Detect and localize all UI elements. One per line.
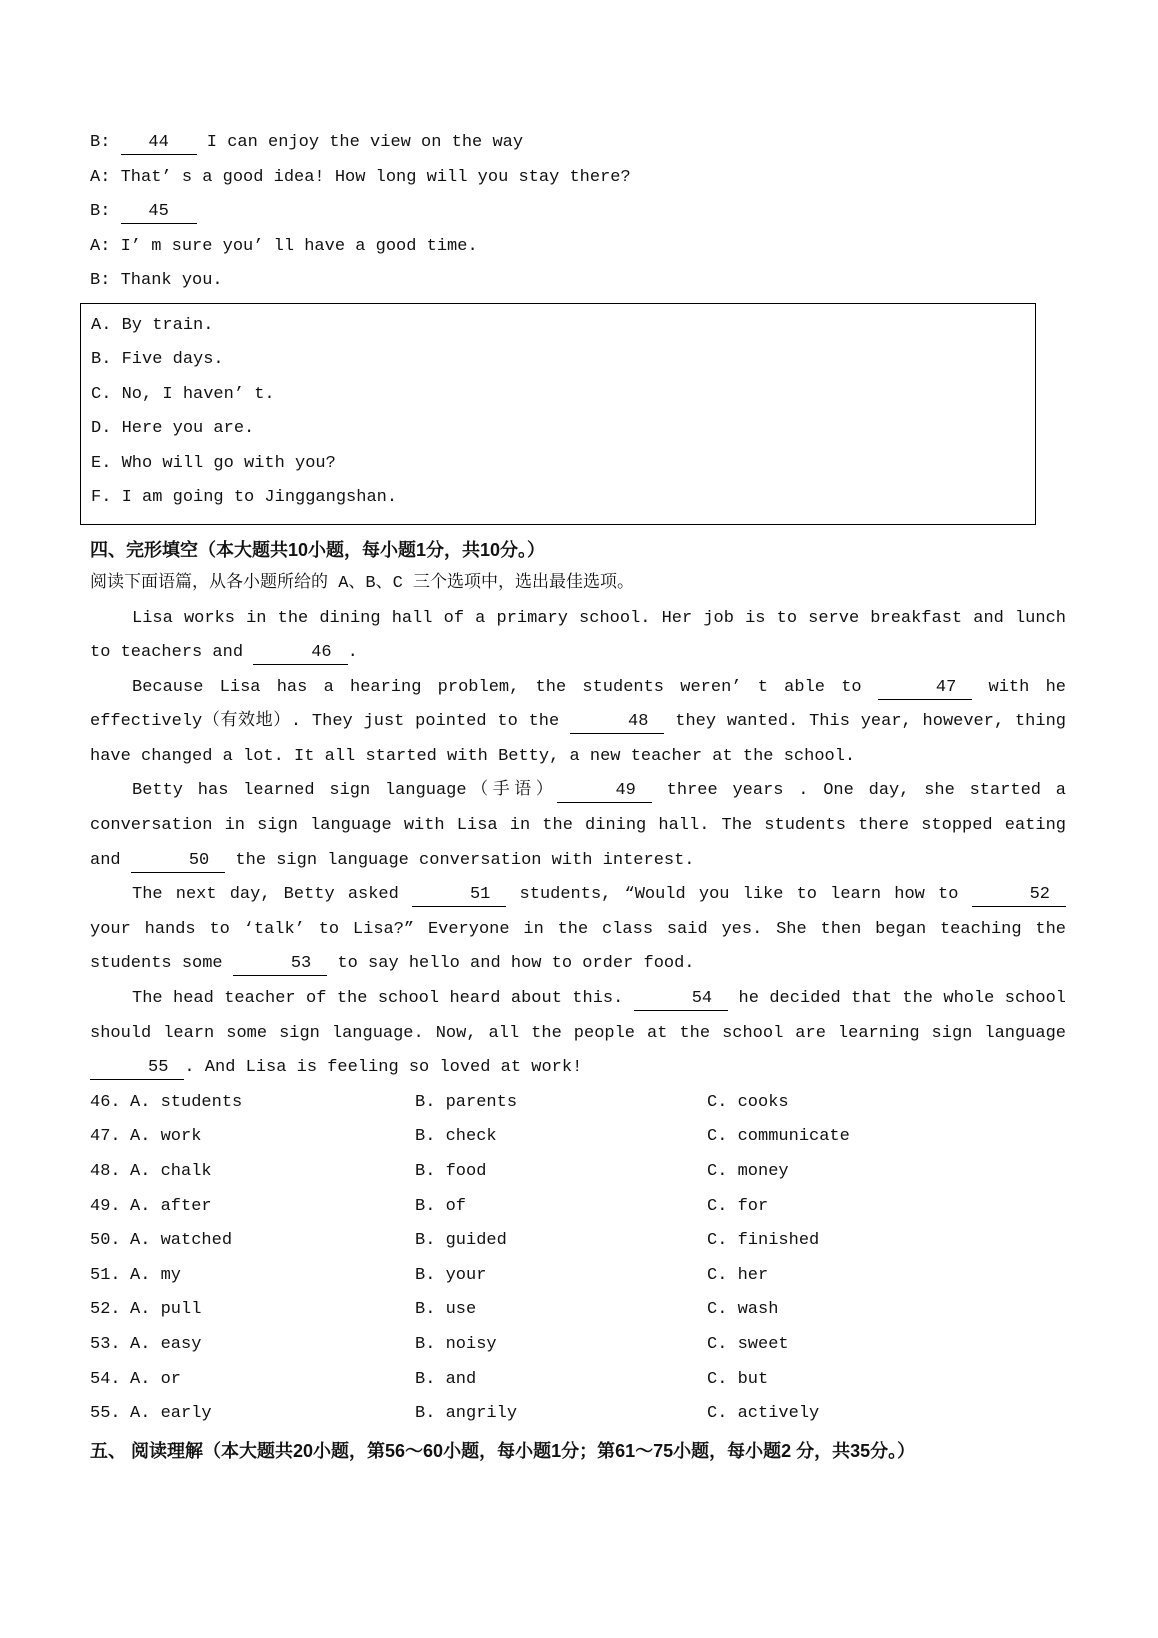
option-a: A. students (130, 1092, 243, 1112)
blank-52: 52 (972, 885, 1066, 907)
dialogue-line: B: 44 I can enjoy the view on the way (90, 126, 1066, 161)
blank-54: 54 (634, 989, 728, 1011)
dialogue-line: B: Thank you. (90, 271, 223, 290)
option-b: B. use (415, 1300, 477, 1320)
option-b: B. of (415, 1196, 467, 1216)
option-a: A. work (130, 1127, 202, 1147)
blank-48: 48 (570, 712, 664, 734)
option-c: C. her (707, 1265, 769, 1285)
option-a: A. or (130, 1369, 182, 1389)
section-4-instruction: 阅读下面语篇，从各小题所给的 A、B、C 三个选项中，选出最佳选项。 (90, 574, 635, 593)
section-5-heading: 五、 阅读理解（本大题共20小题，第56～60小题，每小题1分；第61～75小题，每小题2 分，共35分。） (90, 1440, 916, 1461)
cloze-option-row-51 (90, 1259, 1066, 1294)
option-number: 49. (90, 1196, 121, 1216)
option-c: C. actively (707, 1404, 820, 1424)
blank-50: 50 (131, 851, 225, 873)
option-a: A. chalk (130, 1162, 212, 1181)
dialogue-line: A: I’ m sure you’ ll have a good time. (90, 236, 478, 256)
option-number: 47. (90, 1127, 121, 1147)
blank-53: 53 (233, 954, 327, 976)
cloze-option-row-52 (90, 1293, 1066, 1328)
cloze-option-row-53 (90, 1328, 1066, 1363)
option-b: B. parents (415, 1092, 518, 1112)
box-option-a: A. By train. (91, 315, 214, 335)
option-c: C. money (707, 1162, 789, 1181)
option-c: C. for (707, 1196, 769, 1216)
cloze-option-row-55 (90, 1397, 1066, 1432)
cloze-options-table (90, 1086, 1066, 1432)
option-a: A. early (130, 1404, 212, 1424)
cloze-paragraph-3: Betty has learned sign language（手语） 49 three years . One day, she started a conversation in sign language with Lisa in the dining hall. The students there stopped eating and 50 the sign language conversation with interest. (90, 774, 1066, 878)
option-b: B. and (415, 1369, 477, 1389)
option-number: 50. (90, 1231, 121, 1251)
option-c: C. finished (707, 1231, 820, 1251)
option-b: B. guided (415, 1231, 507, 1251)
cloze-paragraph-2: Because Lisa has a hearing problem, the students weren’ t able to 47 with he effectively（有效地）. They just pointed to the 48 they wanted. This year, however, thing have changed a lot. It all started with Betty, a new teacher at the school. (90, 677, 1066, 766)
option-number: 46. (90, 1092, 121, 1112)
blank-45: 45 (121, 202, 197, 224)
dialogue-line: A: That’ s a good idea! How long will you stay there? (90, 167, 631, 187)
option-b: B. food (415, 1162, 487, 1181)
option-number: 48. (90, 1162, 121, 1181)
cloze-option-row-50 (90, 1224, 1066, 1259)
box-option-c: C. No, I haven’ t. (91, 384, 275, 404)
option-number: 51. (90, 1265, 121, 1285)
option-a: A. after (130, 1196, 212, 1216)
box-option-e: E. Who will go with you? (91, 453, 336, 473)
answer-options-box (80, 303, 1036, 525)
box-option-f: F. I am going to Jinggangshan. (91, 488, 398, 507)
option-a: A. watched (130, 1231, 233, 1251)
option-c: C. cooks (707, 1092, 789, 1112)
option-a: A. easy (130, 1334, 202, 1354)
option-a: A. pull (130, 1300, 202, 1320)
section-4-heading: 四、完形填空（本大题共10小题，每小题1分，共10分。） (90, 539, 546, 560)
option-number: 55. (90, 1404, 121, 1424)
cloze-option-row-47 (90, 1120, 1066, 1155)
option-number: 52. (90, 1300, 121, 1320)
blank-49: 49 (557, 781, 651, 803)
box-option-d: D. Here you are. (91, 419, 255, 438)
option-c: C. but (707, 1369, 769, 1389)
cloze-option-row-49 (90, 1190, 1066, 1225)
option-b: B. your (415, 1265, 487, 1285)
option-b: B. check (415, 1127, 497, 1147)
blank-51: 51 (412, 885, 506, 907)
option-b: B. angrily (415, 1404, 518, 1424)
option-c: C. wash (707, 1300, 779, 1320)
cloze-paragraph-5: The head teacher of the school heard about this. 54 he decided that the whole school should learn some sign language. Now, all the people at the school are learning sign language 55 . And Lisa is feeling so loved at work! (90, 982, 1066, 1086)
cloze-option-row-48 (90, 1155, 1066, 1190)
option-number: 53. (90, 1334, 121, 1354)
blank-44: 44 (121, 133, 197, 155)
blank-46: 46 (253, 643, 347, 665)
box-option-b: B. Five days. (91, 350, 224, 369)
option-number: 54. (90, 1369, 121, 1389)
cloze-option-row-54 (90, 1363, 1066, 1398)
option-c: C. sweet (707, 1334, 789, 1354)
cloze-paragraph-1: Lisa works in the dining hall of a primary school. Her job is to serve breakfast and lunch to teachers and 46 . (90, 602, 1066, 671)
blank-55: 55 (90, 1058, 184, 1080)
cloze-paragraph-4: The next day, Betty asked 51 students, “Would you like to learn how to 52 your hands to ‘talk’ to Lisa?” Everyone in the class said yes. She then began teaching the students some 53 to say hello and how to order food. (90, 878, 1066, 982)
dialogue-line: B: 45 (90, 195, 1066, 230)
option-c: C. communicate (707, 1127, 850, 1147)
cloze-option-row-46 (90, 1086, 1066, 1121)
option-b: B. noisy (415, 1334, 497, 1354)
option-a: A. my (130, 1265, 182, 1285)
blank-47: 47 (878, 678, 972, 700)
